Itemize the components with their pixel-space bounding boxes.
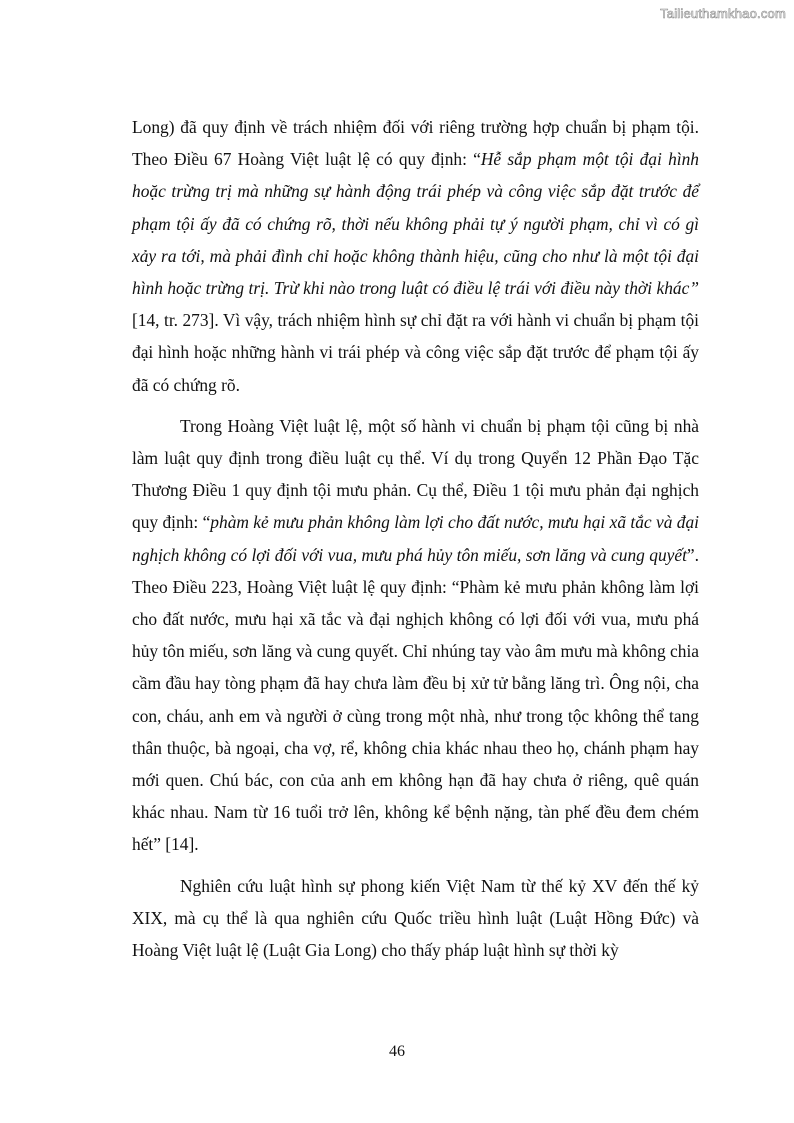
- page-number: 46: [389, 1043, 405, 1060]
- paragraph-2-text-c: ”. Theo Điều 223, Hoàng Việt luật lệ quy định: “Phàm kẻ mưu phản không làm lợi cho đất nước, mưu hại xã tắc và đại nghịch không có lợi đối với vua, mưu phá hủy tôn miếu, sơn lăng và cung quyết. Chỉ nhúng tay vào âm mưu mà không chia cầm đầu hay tòng phạm đã hay chưa làm đều bị xử tử bằng lăng trì. Ông nội, cha con, cháu, anh em và người ở cùng trong một nhà, như trong tộc không thể tang thân thuộc, bà ngoại, cha vợ, rể, không chia khác nhau theo họ, chánh phạm hay mới quen. Chú bác, con của anh em không hạn đã hay chưa ở riêng, quê quán khác nhau. Nam từ 16 tuổi trở lên, không kể bệnh nặng, tàn phế đều đem chém hết” [14].: [132, 544, 699, 855]
- paragraph-2-text-a: Trong Hoàng Việt luật lệ, một số hành vi chuẩn bị phạm tội cũng bị nhà làm luật quy định trong điều luật cụ thể. Ví dụ trong Quyển 12 Phần Đạo Tặc Thương Điều 1 quy định tội mưu phản. Cụ thể, Điều 1 tội mưu phản đại nghịch quy định: “: [132, 415, 699, 533]
- paragraph-1-text-a: Long) đã quy định về trách nhiệm đối với riêng trường hợp chuẩn bị phạm tội. Theo Điều 67 Hoàng Việt luật lệ có quy định: “: [132, 117, 699, 170]
- paragraph-1-quote: Hễ sắp phạm một tội đại hình hoặc trừng trị mà những sự hành động trái phép và công việc sắp đặt trước để phạm tội ấy đã có chứng rõ, thời nếu không phải tự ý người phạm, chỉ vì có gì xảy ra tới, mà phải đình chỉ hoặc không thành hiệu, cũng cho như là một tội đại hình hoặc trừng trị. Trừ khi nào trong luật có điều lệ trái với điều này thời khác”: [132, 149, 699, 299]
- paragraph-3: Nghiên cứu luật hình sự phong kiến Việt Nam từ thế kỷ XV đến thế kỷ XIX, mà cụ thể là qua nghiên cứu Quốc triều hình luật (Luật Hồng Đức) và Hoàng Việt luật lệ (Luật Gia Long) cho thấy pháp luật hình sự thời kỳ: [132, 875, 699, 961]
- paragraph-1: [132, 111, 699, 401]
- paragraph-2-quote: phàm kẻ mưu phản không làm lợi cho đất nước, mưu hại xã tắc và đại nghịch không có lợi đối với vua, mưu phá hủy tôn miếu, sơn lăng và cung quyết: [132, 512, 700, 565]
- paragraph-2: [132, 410, 699, 861]
- document-body: [132, 111, 699, 966]
- watermark-text: Tailieuthamkhao.com: [660, 6, 786, 21]
- paragraph-1-text-c: [14, tr. 273]. Vì vậy, trách nhiệm hình sự chỉ đặt ra với hành vi chuẩn bị phạm tội đại hình hoặc những hành vi trái phép và công việc sắp đặt trước để phạm tội ấy đã có chứng rõ.: [132, 310, 699, 395]
